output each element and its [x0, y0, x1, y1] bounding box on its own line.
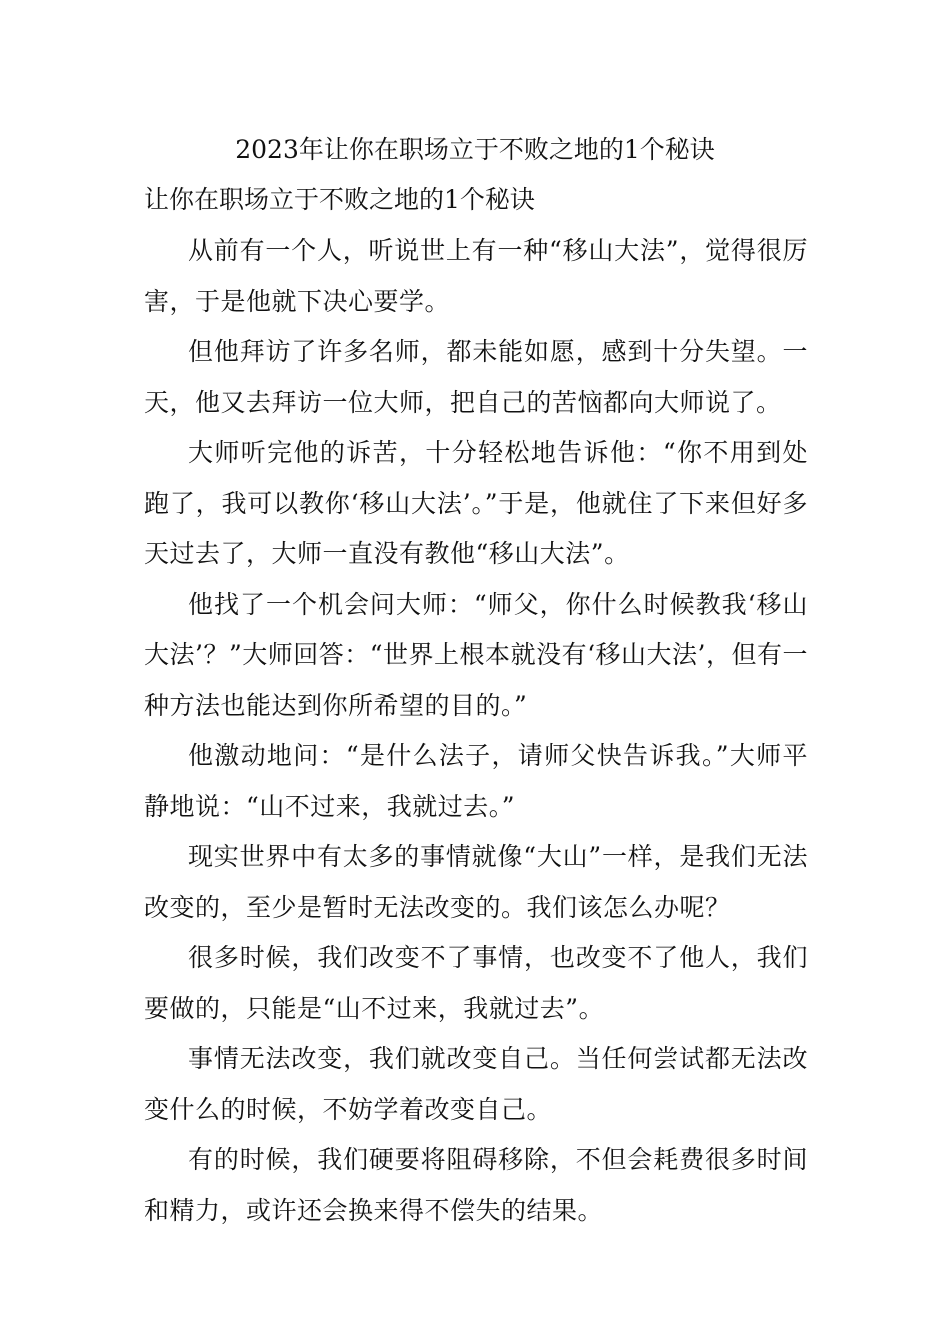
paragraph: 他激动地问：“是什么法子，请师父快告诉我。”大师平静地说：“山不过来，我就过去。”	[144, 741, 808, 821]
document-body	[144, 226, 808, 1236]
paragraph: 他找了一个机会问大师：“师父，你什么时候教我‘移山大法’？”大师回答：“世界上根本就没有‘移山大法’，但有一种方法也能达到你所希望的目的。”	[144, 589, 808, 720]
paragraph: 很多时候，我们改变不了事情，也改变不了他人，我们要做的，只能是“山不过来，我就过去”。	[144, 943, 808, 1023]
document-subtitle: 让你在职场立于不败之地的1个秘诀	[144, 185, 535, 214]
paragraph: 大师听完他的诉苦，十分轻松地告诉他：“你不用到处跑了，我可以教你‘移山大法’。”于是，他就住了下来但好多天过去了，大师一直没有教他“移山大法”。	[144, 438, 808, 568]
paragraph: 有的时候，我们硬要将阻碍移除，不但会耗费很多时间和精力，或许还会换来得不偿失的结果。	[144, 1145, 808, 1225]
paragraph: 事情无法改变，我们就改变自己。当任何尝试都无法改变什么的时候，不妨学着改变自己。	[144, 1044, 808, 1124]
paragraph: 但他拜访了许多名师，都未能如愿，感到十分失望。一天，他又去拜访一位大师，把自己的苦恼都向大师说了。	[144, 337, 808, 417]
document-title: 2023年让你在职场立于不败之地的1个秘诀	[235, 135, 715, 164]
paragraph: 现实世界中有太多的事情就像“大山”一样，是我们无法改变的，至少是暂时无法改变的。我们该怎么办呢？	[144, 842, 808, 922]
paragraph: 从前有一个人，听说世上有一种“移山大法”，觉得很厉害，于是他就下决心要学。	[144, 236, 808, 316]
